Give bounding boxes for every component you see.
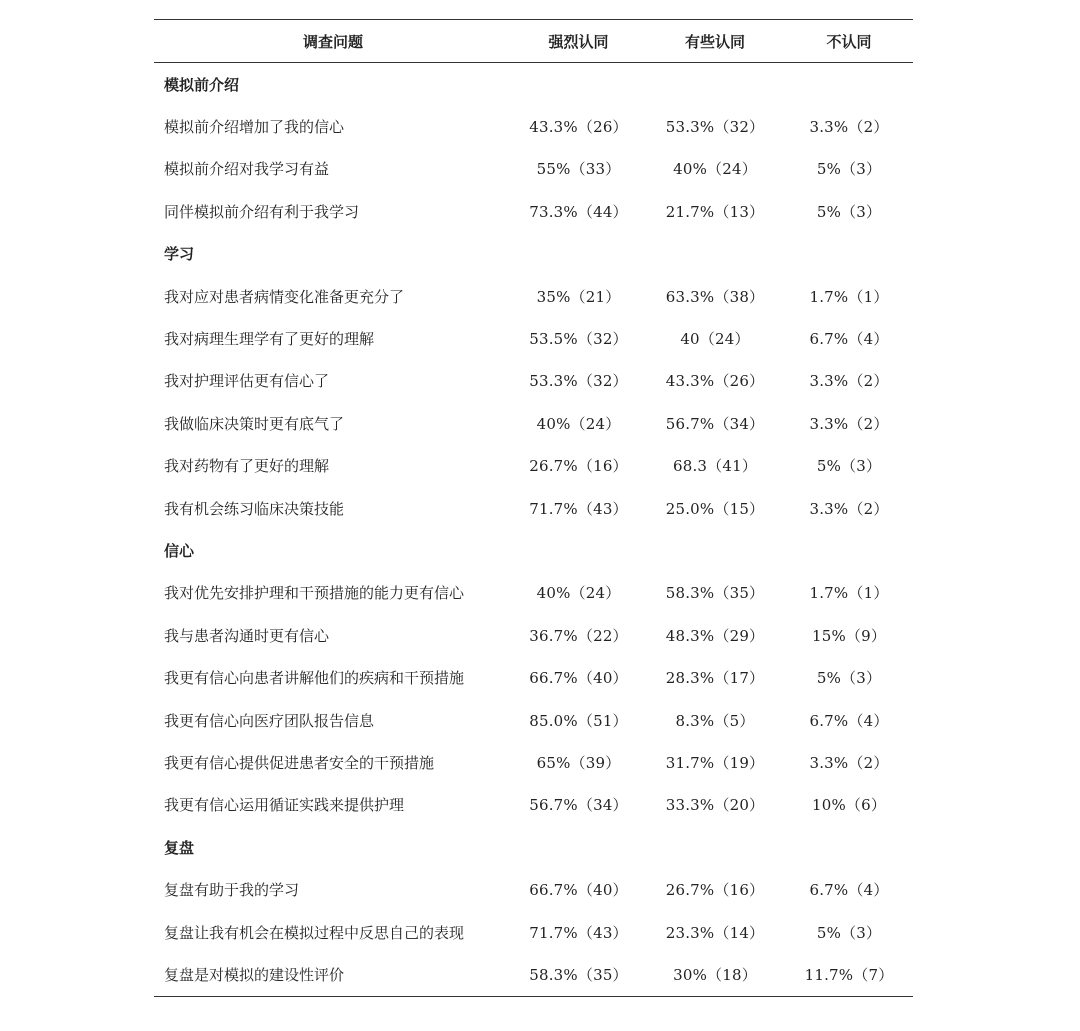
cell-strongly-agree: 85.0%（51） <box>529 711 628 730</box>
cell-question: 我对药物有了更好的理解 <box>164 457 330 476</box>
cell-somewhat-agree: 63.3%（38） <box>665 287 765 306</box>
cell-disagree: 5%（3） <box>816 202 882 221</box>
cell-question: 模拟前介绍增加了我的信心 <box>164 118 345 137</box>
cell-strongly-agree: 66.7%（40） <box>529 881 628 900</box>
section-title: 学习 <box>164 245 195 264</box>
cell-question: 复盘让我有机会在模拟过程中反思自己的表现 <box>164 923 465 942</box>
cell-somewhat-agree: 56.7%（34） <box>665 414 765 433</box>
table-row <box>154 275 913 317</box>
section-title: 信心 <box>164 541 195 560</box>
table-header <box>154 20 913 63</box>
table-row <box>154 953 913 996</box>
cell-strongly-agree: 36.7%（22） <box>529 626 628 645</box>
cell-disagree: 6.7%（4） <box>809 711 889 730</box>
cell-question: 我与患者沟通时更有信心 <box>164 626 330 645</box>
table-row <box>154 148 913 190</box>
cell-disagree: 15%（9） <box>811 626 887 645</box>
header-row <box>154 20 913 63</box>
cell-somewhat-agree: 48.3%（29） <box>665 626 765 645</box>
cell-somewhat-agree: 58.3%（35） <box>665 584 765 603</box>
cell-strongly-agree: 40%（24） <box>536 584 621 603</box>
cell-question: 我更有信心向患者讲解他们的疾病和干预措施 <box>164 669 465 688</box>
table-row <box>154 487 913 529</box>
cell-strongly-agree: 71.7%（43） <box>529 499 628 518</box>
table-row <box>154 614 913 656</box>
cell-somewhat-agree: 43.3%（26） <box>665 372 765 391</box>
section-row <box>154 233 913 275</box>
cell-disagree: 3.3%（2） <box>809 118 889 137</box>
cell-question: 我更有信心运用循证实践来提供护理 <box>164 796 405 815</box>
section-row <box>154 529 913 571</box>
cell-strongly-agree: 56.7%（34） <box>529 796 628 815</box>
cell-somewhat-agree: 21.7%（13） <box>665 202 765 221</box>
cell-somewhat-agree: 31.7%（19） <box>665 753 765 772</box>
cell-strongly-agree: 35%（21） <box>536 287 621 306</box>
table-row <box>154 572 913 614</box>
cell-disagree: 10%（6） <box>811 796 887 815</box>
cell-somewhat-agree: 8.3%（5） <box>675 711 755 730</box>
table-row <box>154 105 913 147</box>
table-body <box>154 63 913 997</box>
cell-disagree: 6.7%（4） <box>809 330 889 349</box>
cell-somewhat-agree: 68.3（41） <box>672 457 758 476</box>
cell-question: 我对应对患者病情变化准备更充分了 <box>164 287 405 306</box>
cell-strongly-agree: 66.7%（40） <box>529 669 628 688</box>
survey-table-container <box>154 19 913 997</box>
table-row <box>154 445 913 487</box>
cell-question: 我对护理评估更有信心了 <box>164 372 330 391</box>
cell-somewhat-agree: 40（24） <box>680 330 750 349</box>
table-row <box>154 190 913 232</box>
table-row <box>154 402 913 444</box>
cell-disagree: 3.3%（2） <box>809 499 889 518</box>
section-title: 模拟前介绍 <box>164 75 240 94</box>
cell-question: 复盘有助于我的学习 <box>164 881 300 900</box>
cell-somewhat-agree: 25.0%（15） <box>665 499 765 518</box>
cell-disagree: 3.3%（2） <box>809 753 889 772</box>
cell-disagree: 11.7%（7） <box>804 965 894 984</box>
cell-disagree: 1.7%（1） <box>809 584 889 603</box>
table-row <box>154 699 913 741</box>
cell-strongly-agree: 43.3%（26） <box>529 118 628 137</box>
cell-disagree: 3.3%（2） <box>809 414 889 433</box>
cell-somewhat-agree: 33.3%（20） <box>665 796 765 815</box>
cell-somewhat-agree: 28.3%（17） <box>665 669 765 688</box>
table-row <box>154 656 913 698</box>
cell-somewhat-agree: 23.3%（14） <box>665 923 765 942</box>
cell-strongly-agree: 26.7%（16） <box>529 457 628 476</box>
cell-strongly-agree: 73.3%（44） <box>529 202 628 221</box>
cell-disagree: 3.3%（2） <box>809 372 889 391</box>
cell-question: 同伴模拟前介绍有利于我学习 <box>164 202 360 221</box>
cell-disagree: 5%（3） <box>816 457 882 476</box>
cell-strongly-agree: 55%（33） <box>536 160 621 179</box>
section-title: 复盘 <box>164 838 195 857</box>
cell-question: 我做临床决策时更有底气了 <box>164 414 345 433</box>
header-disagree: 不认同 <box>826 32 872 51</box>
cell-question: 我更有信心提供促进患者安全的干预措施 <box>164 753 435 772</box>
table-row <box>154 868 913 910</box>
table-row <box>154 911 913 953</box>
cell-strongly-agree: 71.7%（43） <box>529 923 628 942</box>
section-row <box>154 826 913 868</box>
cell-question: 复盘是对模拟的建设性评价 <box>164 965 345 984</box>
table-row <box>154 317 913 359</box>
header-strongly-agree: 强烈认同 <box>548 32 609 51</box>
header-somewhat-agree: 有些认同 <box>684 32 745 51</box>
cell-question: 模拟前介绍对我学习有益 <box>164 160 330 179</box>
survey-results-table <box>154 19 913 997</box>
cell-strongly-agree: 53.3%（32） <box>529 372 628 391</box>
cell-somewhat-agree: 53.3%（32） <box>665 118 765 137</box>
table-row <box>154 784 913 826</box>
cell-strongly-agree: 40%（24） <box>536 414 621 433</box>
table-row <box>154 360 913 402</box>
cell-somewhat-agree: 40%（24） <box>673 160 757 179</box>
header-question: 调查问题 <box>302 32 363 51</box>
cell-question: 我更有信心向医疗团队报告信息 <box>164 711 375 730</box>
table-row <box>154 741 913 783</box>
cell-strongly-agree: 65%（39） <box>536 753 621 772</box>
cell-disagree: 6.7%（4） <box>809 881 889 900</box>
cell-somewhat-agree: 26.7%（16） <box>665 881 765 900</box>
cell-somewhat-agree: 30%（18） <box>673 965 757 984</box>
section-row <box>154 63 913 106</box>
cell-question: 我对病理生理学有了更好的理解 <box>164 330 375 349</box>
cell-disagree: 5%（3） <box>816 669 882 688</box>
cell-disagree: 5%（3） <box>816 160 882 179</box>
cell-question: 我对优先安排护理和干预措施的能力更有信心 <box>164 584 465 603</box>
cell-strongly-agree: 58.3%（35） <box>529 965 628 984</box>
cell-question: 我有机会练习临床决策技能 <box>164 499 345 518</box>
cell-disagree: 1.7%（1） <box>809 287 889 306</box>
cell-disagree: 5%（3） <box>816 923 882 942</box>
cell-strongly-agree: 53.5%（32） <box>529 330 628 349</box>
